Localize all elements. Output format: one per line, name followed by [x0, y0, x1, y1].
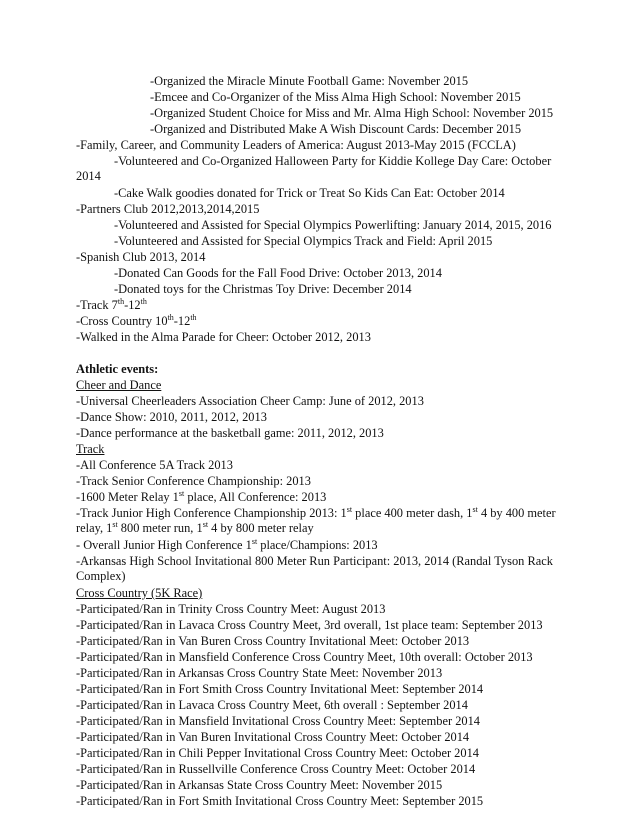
cc-item: -Participated/Ran in Mansfield Conference Cross Country Meet, 10th overall: October 2013	[76, 650, 533, 664]
spanish-item: -Donated Can Goods for the Fall Food Drive: October 2013, 2014	[114, 266, 442, 280]
relay-text: -1600 Meter Relay 1	[76, 490, 179, 504]
track-grades	[76, 298, 147, 313]
organizing-item: -Organized the Miracle Minute Football Game: November 2015	[150, 74, 469, 88]
cc-item: -Participated/Ran in Lavaca Cross Country Meet, 6th overall : September 2014	[76, 698, 468, 712]
cc-item: -Participated/Ran in Arkansas Cross Country State Meet: November 2013	[76, 666, 443, 680]
junior-text: 800 meter run, 1	[117, 521, 203, 535]
cc-item: -Participated/Ran in Trinity Cross Country Meet: August 2013	[76, 602, 386, 616]
cc-item: -Participated/Ran in Arkansas State Cross Country Meet: November 2015	[76, 778, 443, 792]
ordinal-suffix: th	[140, 297, 147, 306]
cc-item: -Participated/Ran in Fort Smith Cross Country Invitational Meet: September 2014	[76, 682, 484, 696]
parade-item: -Walked in the Alma Parade for Cheer: October 2012, 2013	[76, 330, 371, 344]
track-grades-text: -12	[124, 298, 141, 312]
arkansas-item: -Arkansas High School Invitational 800 Meter Run Participant: 2013, 2014 (Randal Tyson Rack Complex)	[76, 554, 553, 583]
ordinal-suffix: st	[112, 520, 118, 529]
partners-item: -Volunteered and Assisted for Special Olympics Powerlifting: January 2014, 2015, 2016	[114, 218, 552, 232]
organizing-item: -Organized and Distributed Make A Wish Discount Cards: December 2015	[150, 122, 522, 136]
relay-item	[76, 490, 326, 505]
ordinal-suffix: st	[472, 505, 478, 514]
ordinal-suffix: st	[178, 489, 185, 498]
athletic-heading: Athletic events:	[76, 362, 159, 376]
cheer-heading: Cheer and Dance	[76, 378, 162, 392]
cheer-item: -Dance Show: 2010, 2011, 2012, 2013	[76, 410, 267, 424]
overall-item	[76, 538, 378, 553]
cc-grades	[76, 314, 197, 329]
ordinal-suffix: th	[167, 313, 174, 322]
junior-text: 4 by 800 meter relay	[208, 521, 314, 535]
ordinal-suffix: th	[117, 297, 125, 306]
cc-heading: Cross Country (5K Race)	[76, 586, 203, 600]
overall-text: place/Champions: 2013	[257, 538, 378, 552]
organizing-item: -Organized Student Choice for Miss and Mr. Alma High School: November 2015	[150, 106, 554, 120]
cc-grades-text: -Cross Country 10	[76, 314, 168, 328]
spanish-title: -Spanish Club 2013, 2014	[76, 250, 206, 264]
cc-item: -Participated/Ran in Fort Smith Invitational Cross Country Meet: September 2015	[76, 794, 484, 808]
cc-item: -Participated/Ran in Lavaca Cross Country Meet, 3rd overall, 1st place team: September 2013	[76, 618, 543, 632]
junior-text: -Track Junior High Conference Championship 2013: 1	[76, 506, 347, 520]
organizing-item: -Emcee and Co-Organizer of the Miss Alma High School: November 2015	[150, 90, 521, 104]
ordinal-suffix: st	[346, 505, 353, 514]
ordinal-suffix: st	[202, 520, 209, 529]
spanish-item: -Donated toys for the Christmas Toy Drive: December 2014	[114, 282, 412, 296]
track-item: -All Conference 5A Track 2013	[76, 458, 233, 472]
fccla-item: -Cake Walk goodies donated for Trick or Treat So Kids Can Eat: October 2014	[114, 186, 505, 200]
cc-item: -Participated/Ran in Mansfield Invitational Cross Country Meet: September 2014	[76, 714, 480, 728]
junior-text: 4 by 400 meter relay, 1	[76, 506, 556, 535]
track-grades-text: -Track 7	[76, 298, 118, 312]
track-heading: Track	[76, 442, 105, 456]
relay-text: place, All Conference: 2013	[184, 490, 327, 504]
cc-item: -Participated/Ran in Chili Pepper Invitational Cross Country Meet: October 2014	[76, 746, 479, 760]
cc-item: -Participated/Ran in Van Buren Invitational Cross Country Meet: October 2014	[76, 730, 470, 744]
fccla-title: -Family, Career, and Community Leaders of America: August 2013-May 2015 (FCCLA)	[76, 138, 516, 152]
overall-text: - Overall Junior High Conference 1	[76, 538, 252, 552]
junior-high-item	[76, 506, 564, 536]
track-item: -Track Senior Conference Championship: 2013	[76, 474, 311, 488]
partners-item: -Volunteered and Assisted for Special Olympics Track and Field: April 2015	[114, 234, 493, 248]
cheer-item: -Universal Cheerleaders Association Cheer Camp: June of 2012, 2013	[76, 394, 424, 408]
ordinal-suffix: th	[190, 313, 197, 322]
ordinal-suffix: st	[251, 537, 258, 546]
cc-grades-text: -12	[173, 314, 191, 328]
cc-item: -Participated/Ran in Van Buren Cross Country Invitational Meet: October 2013	[76, 634, 470, 648]
junior-text: place 400 meter dash, 1	[352, 506, 473, 520]
partners-title: -Partners Club 2012,2013,2014,2015	[76, 202, 260, 216]
fccla-item: -Volunteered and Co-Organized Halloween Party for Kiddie Kollege Day Care: October 2014	[76, 154, 552, 183]
cheer-item: -Dance performance at the basketball game: 2011, 2012, 2013	[76, 426, 384, 440]
cc-item: -Participated/Ran in Russellville Conference Cross Country Meet: October 2014	[76, 762, 476, 776]
